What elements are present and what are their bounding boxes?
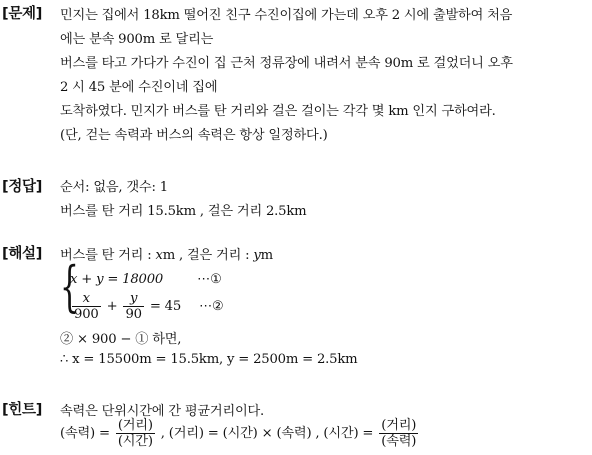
time-label-2: (시간) xyxy=(323,426,359,441)
problem-line-3: 버스를 타고 가다가 수진이 집 근처 정류장에 내려서 분속 90m 로 걸었더니 오후 xyxy=(60,56,513,71)
fraction-y-90 xyxy=(123,291,143,322)
hint-line-1: 속력은 단위시간에 간 평균거리이다. xyxy=(60,404,265,419)
equation-1-text: x + y = 18000 xyxy=(70,272,164,287)
fraction-x-900 xyxy=(72,291,101,322)
var-x: x xyxy=(155,248,163,263)
answer-line-2: 버스를 탄 거리 15.5km , 걸은 거리 2.5km xyxy=(60,204,307,219)
problem-line-1: 민지는 집에서 18km 떨어진 친구 수진이집에 가는데 오후 2 시에 출발하여 처음 xyxy=(60,8,513,23)
solution-result: ∴ x = 15500m = 15.5km, y = 2500m = 2.5km xyxy=(60,352,358,367)
frac2-distance: (거리) xyxy=(381,418,417,433)
hint-tag: [힌트] xyxy=(2,402,43,418)
solution-intro xyxy=(60,244,273,263)
var-y: y xyxy=(253,248,261,263)
separator-1: , xyxy=(160,426,165,441)
solution-tag: [해설] xyxy=(2,246,43,262)
equals-1: = xyxy=(98,426,110,441)
equals-3: = xyxy=(362,426,374,441)
answer-tag: [정답] xyxy=(2,179,43,195)
speed-label-2: (속력) xyxy=(276,426,312,441)
problem-line-6: (단, 걷는 속력과 버스의 속력은 항상 일정하다.) xyxy=(60,128,328,143)
separator-2: , xyxy=(315,426,320,441)
times-sign: × xyxy=(261,426,273,441)
system-brace: { xyxy=(60,255,79,318)
frac2-den: 90 xyxy=(125,307,142,322)
equation-1-mark: ⋯① xyxy=(197,272,222,287)
equation-2: $\frac{x}{900}$ + $\frac{y}{90}$ = 45 ⋯② xyxy=(74,291,224,322)
equation-2-rest: = 45 xyxy=(149,299,182,314)
problem-tag: [문제] xyxy=(2,6,43,22)
fraction-distance-over-time xyxy=(116,418,155,449)
answer-line-1: 순서: 없음, 갯수: 1 xyxy=(60,180,168,195)
equation-1 xyxy=(70,272,222,287)
frac2-num: y xyxy=(130,291,138,306)
frac-distance: (거리) xyxy=(117,418,153,433)
frac-time: (시간) xyxy=(117,434,153,449)
speed-label-1: (속력) xyxy=(60,426,95,441)
frac1-den: 900 xyxy=(74,307,99,322)
distance-label: (거리) xyxy=(168,426,204,441)
solution-intro-mid: m , 걸은 거리 : xyxy=(162,248,254,263)
problem-line-2: 에는 분속 900m 로 달리는 xyxy=(60,32,214,47)
frac1-num: x xyxy=(82,291,90,306)
equals-2: = xyxy=(207,426,219,441)
solution-intro-suffix: m xyxy=(260,248,273,263)
problem-line-4: 2 시 45 분에 수진이네 집에 xyxy=(60,80,218,95)
hint-formulas xyxy=(60,418,420,449)
problem-line-5: 도착하였다. 민지가 버스를 탄 거리와 걸은 걸이는 각각 몇 km 인지 구하여라. xyxy=(60,104,496,119)
solution-intro-prefix: 버스를 탄 거리 : xyxy=(60,248,156,263)
equation-2-mark: ⋯② xyxy=(199,299,224,314)
solution-step: ② × 900 − ① 하면, xyxy=(60,332,182,347)
fraction-distance-over-speed xyxy=(379,418,418,449)
frac2-speed: (속력) xyxy=(381,434,417,449)
time-label: (시간) xyxy=(222,426,258,441)
